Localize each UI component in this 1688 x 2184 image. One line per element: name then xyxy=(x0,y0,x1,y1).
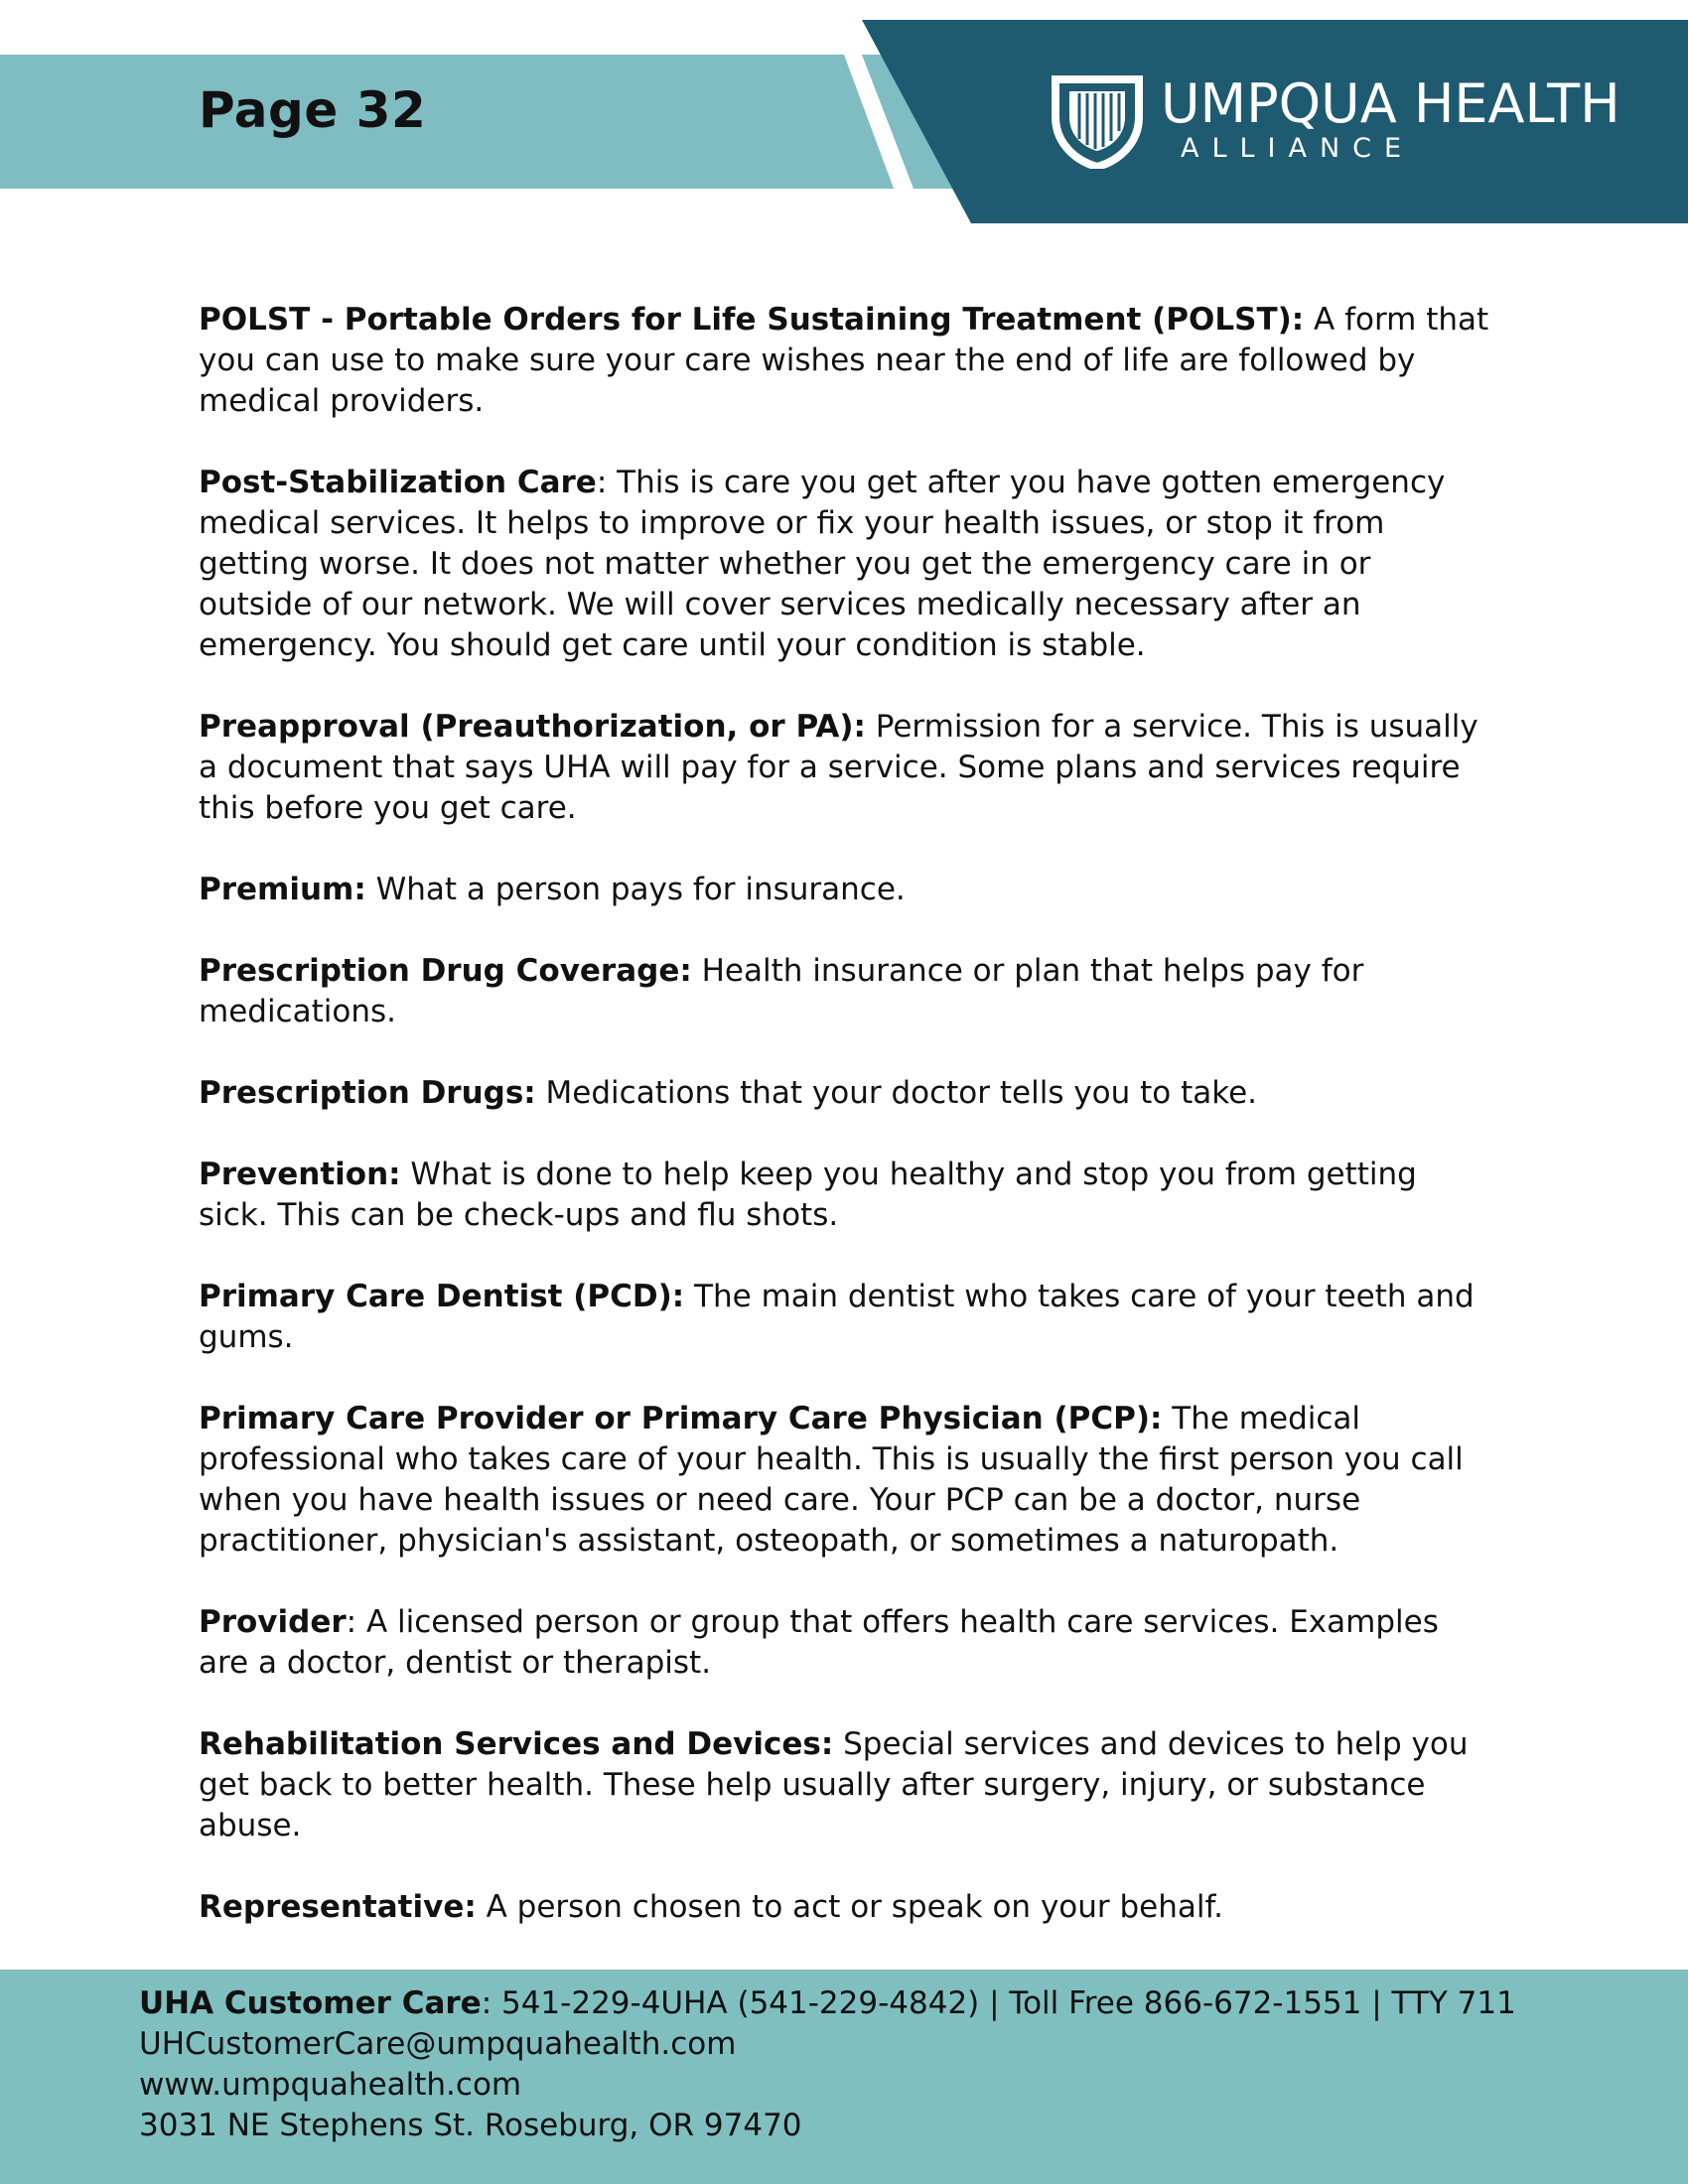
glossary-entry-representative xyxy=(199,1887,1489,1928)
glossary-term: Rehabilitation Services and Devices: xyxy=(199,1726,834,1762)
glossary-definition: What a person pays for insurance. xyxy=(365,872,906,907)
glossary-entry-provider xyxy=(199,1602,1489,1684)
glossary-term: Primary Care Dentist (PCD): xyxy=(199,1279,685,1314)
logo-name: UMPQUA HEALTH xyxy=(1161,71,1620,135)
glossary-definition: Health insurance or plan that helps pay for medications. xyxy=(199,953,1364,1029)
logo-subtitle: ALLIANCE xyxy=(1181,132,1415,164)
footer-email[interactable]: UHCustomerCare@umpquahealth.com xyxy=(139,2026,737,2062)
footer-website[interactable]: www.umpquahealth.com xyxy=(139,2067,522,2103)
umpqua-logo xyxy=(1048,69,1620,169)
glossary-term: Post-Stabilization Care xyxy=(199,465,597,500)
glossary-entry-polst xyxy=(199,300,1489,422)
glossary-term: Prevention: xyxy=(199,1157,401,1192)
glossary-term: POLST - Portable Orders for Life Sustaining Treatment (POLST): xyxy=(199,302,1305,338)
glossary-definition: Medications that your doctor tells you to take. xyxy=(535,1075,1258,1111)
glossary-definition: Special services and devices to help you get back to better health. These help usually after surgery, injury, or substance abuse. xyxy=(199,1726,1469,1843)
glossary-entry-premium xyxy=(199,870,1489,910)
glossary-entry-preapproval xyxy=(199,707,1489,829)
glossary-definition: What is done to help keep you healthy and stop you from getting sick. This can be check-ups and flu shots. xyxy=(199,1157,1417,1233)
glossary-definition: A form that you can use to make sure your care wishes near the end of life are followed by medical providers. xyxy=(199,302,1489,419)
glossary-definition: : This is care you get after you have gotten emergency medical services. It helps to improve or fix your health issues, or stop it from getting worse. It does not matter whether you get the emergency care in or outside of our network. We will cover services medically necessary after an emergency. You should get care until your condition is stable. xyxy=(199,465,1446,663)
glossary-content xyxy=(199,300,1489,1969)
glossary-term: Prescription Drugs: xyxy=(199,1075,536,1111)
footer-address: 3031 NE Stephens St. Roseburg, OR 97470 xyxy=(139,2108,802,2143)
footer-customer-care-line xyxy=(139,1983,1516,2024)
glossary-definition: Permission for a service. This is usually a document that says UHA will pay for a service. Some plans and services require this before you get care. xyxy=(199,709,1478,826)
glossary-entry-post-stabilization xyxy=(199,463,1489,666)
glossary-entry-prevention xyxy=(199,1155,1489,1236)
footer xyxy=(0,1970,1688,2184)
glossary-definition: The main dentist who takes care of your teeth and gums. xyxy=(199,1279,1475,1355)
glossary-term: Prescription Drug Coverage: xyxy=(199,953,692,989)
footer-customer-care-label: UHA Customer Care xyxy=(139,1985,482,2021)
glossary-term: Provider xyxy=(199,1604,347,1640)
glossary-term: Premium: xyxy=(199,872,366,907)
glossary-entry-rehabilitation xyxy=(199,1724,1489,1846)
glossary-entry-prescription-drugs xyxy=(199,1073,1489,1114)
glossary-definition: : A licensed person or group that offers health care services. Examples are a doctor, dentist or therapist. xyxy=(199,1604,1439,1681)
umpqua-shield-icon xyxy=(1048,69,1147,169)
glossary-entry-pcp xyxy=(199,1399,1489,1562)
glossary-definition: The medical professional who takes care of your health. This is usually the first person you call when you have health issues or need care. Your PCP can be a doctor, nurse practitioner, physician's assistant, osteopath, or sometimes a naturopath. xyxy=(199,1401,1464,1559)
page-number-label: Page 32 xyxy=(199,81,427,139)
glossary-term: Representative: xyxy=(199,1889,477,1925)
glossary-term: Primary Care Provider or Primary Care Physician (PCP): xyxy=(199,1401,1163,1436)
glossary-definition: A person chosen to act or speak on your behalf. xyxy=(476,1889,1224,1925)
footer-phone-numbers: : 541-229-4UHA (541-229-4842) | Toll Free 866-672-1551 | TTY 711 xyxy=(481,1985,1516,2021)
glossary-entry-pcd xyxy=(199,1277,1489,1358)
glossary-term: Preapproval (Preauthorization, or PA): xyxy=(199,709,866,745)
glossary-entry-prescription-coverage xyxy=(199,951,1489,1032)
